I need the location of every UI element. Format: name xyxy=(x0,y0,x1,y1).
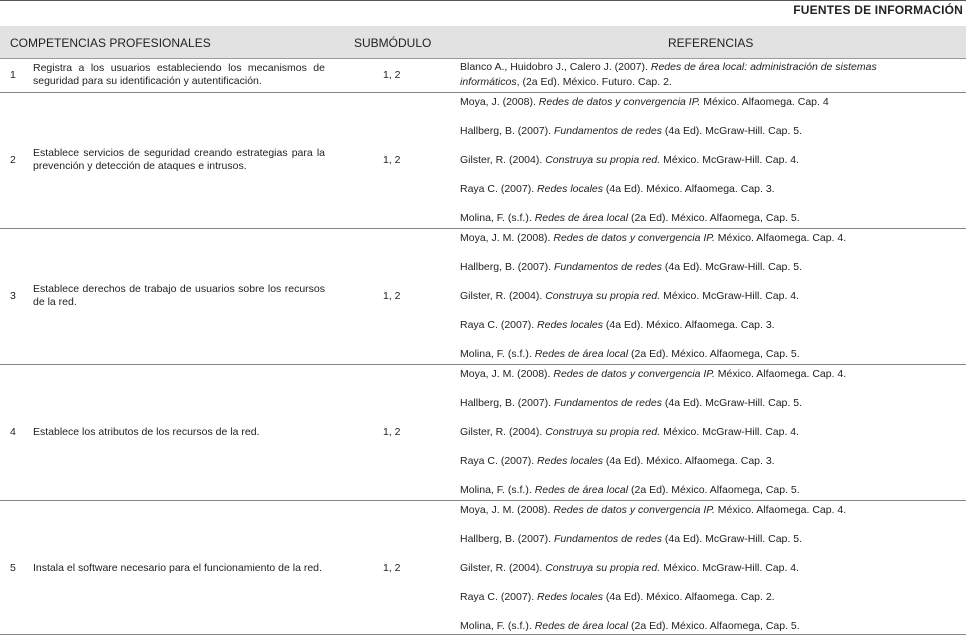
submodulo-value: 1, 2 xyxy=(383,290,401,302)
reference-item: Molina, F. (s.f.). Redes de área local (2a Ed). México. Alfaomega, Cap. 5. xyxy=(460,348,800,360)
reference-item: Raya C. (2007). Redes locales (4a Ed). México. Alfaomega. Cap. 2. xyxy=(460,591,775,603)
competencia-text: Establece servicios de seguridad creando estrategias para la prevención y detección de ataques e intrusos. xyxy=(33,147,325,172)
reference-item: Moya, J. M. (2008). Redes de datos y convergencia IP. México. Alfaomega. Cap. 4. xyxy=(460,504,847,516)
reference-title: Redes de datos y convergencia IP. xyxy=(553,232,715,244)
reference-item: Moya, J. M. (2008). Redes de datos y convergencia IP. México. Alfaomega. Cap. 4. xyxy=(460,368,847,380)
reference-item: Gilster, R. (2004). Construya su propia red. México. McGraw-Hill. Cap. 4. xyxy=(460,426,800,438)
reference-item: Gilster, R. (2004). Construya su propia red. México. McGraw-Hill. Cap. 4. xyxy=(460,290,800,302)
reference-title: Redes de área local xyxy=(534,620,629,632)
reference-title: Fundamentos de redes xyxy=(553,125,662,137)
reference-title: Construya su propia red. xyxy=(545,426,661,438)
reference-item: Moya, J. M. (2008). Redes de datos y convergencia IP. México. Alfaomega. Cap. 4. xyxy=(460,232,847,244)
submodulo-value: 1, 2 xyxy=(383,154,401,166)
reference-item: Hallberg, B. (2007). Fundamentos de redes (4a Ed). McGraw-Hill. Cap. 5. xyxy=(460,125,802,137)
reference-title: Redes locales xyxy=(537,455,603,467)
table-row xyxy=(0,59,966,93)
reference-item: Gilster, R. (2004). Construya su propia red. México. McGraw-Hill. Cap. 4. xyxy=(460,154,800,166)
reference-item: Gilster, R. (2004). Construya su propia red. México. McGraw-Hill. Cap. 4. xyxy=(460,562,800,574)
reference-title: Redes locales xyxy=(537,591,603,603)
table-header xyxy=(0,26,966,59)
header-competencias: COMPETENCIAS PROFESIONALES xyxy=(10,36,211,50)
competencia-text: Establece derechos de trabajo de usuarios sobre los recursos de la red. xyxy=(33,283,325,308)
table-row xyxy=(0,93,966,229)
reference-item: Hallberg, B. (2007). Fundamentos de redes (4a Ed). McGraw-Hill. Cap. 5. xyxy=(460,397,802,409)
table-row xyxy=(0,229,966,365)
reference-title: Redes de área local: administración de sistemas informáticos xyxy=(460,61,877,88)
reference-title: Redes de área local xyxy=(534,212,629,224)
competencia-text: Establece los atributos de los recursos de la red. xyxy=(33,426,260,438)
row-number: 1 xyxy=(10,69,16,81)
reference-item: Molina, F. (s.f.). Redes de área local (2a Ed). México. Alfaomega, Cap. 5. xyxy=(460,212,800,224)
reference-item: Hallberg, B. (2007). Fundamentos de redes (4a Ed). McGraw-Hill. Cap. 5. xyxy=(460,261,802,273)
header-referencias: REFERENCIAS xyxy=(668,36,754,50)
submodulo-value: 1, 2 xyxy=(383,426,401,438)
top-rule xyxy=(0,0,966,1)
reference-title: Redes de datos y convergencia IP. xyxy=(553,504,715,516)
reference-title: Redes de datos y convergencia IP. xyxy=(538,96,701,108)
submodulo-value: 1, 2 xyxy=(383,562,401,574)
row-number: 4 xyxy=(10,426,16,438)
reference-item: Raya C. (2007). Redes locales (4a Ed). México. Alfaomega. Cap. 3. xyxy=(460,455,775,467)
reference-item: Molina, F. (s.f.). Redes de área local (2a Ed). México. Alfaomega, Cap. 5. xyxy=(460,484,800,496)
header-submodulo: SUBMÓDULO xyxy=(354,36,432,50)
table-row xyxy=(0,501,966,635)
submodulo-value: 1, 2 xyxy=(383,69,401,81)
reference-title: Fundamentos de redes xyxy=(553,397,662,409)
reference-item: Molina, F. (s.f.). Redes de área local (2a Ed). México. Alfaomega, Cap. 5. xyxy=(460,620,800,632)
reference-item: Raya C. (2007). Redes locales (4a Ed). México. Alfaomega. Cap. 3. xyxy=(460,183,775,195)
row-number: 5 xyxy=(10,562,16,574)
reference-title: Construya su propia red. xyxy=(545,562,661,574)
table-row xyxy=(0,365,966,501)
reference-title: Redes de área local xyxy=(534,484,629,496)
reference-title: Fundamentos de redes xyxy=(553,533,662,545)
reference-title: Construya su propia red. xyxy=(545,290,661,302)
reference-title: Redes locales xyxy=(537,319,603,331)
reference-item: Raya C. (2007). Redes locales (4a Ed). México. Alfaomega. Cap. 3. xyxy=(460,319,775,331)
row-number: 2 xyxy=(10,154,16,166)
reference-title: Redes locales xyxy=(537,183,603,195)
reference-title: Construya su propia red. xyxy=(545,154,661,166)
reference-item: Moya, J. (2008). Redes de datos y convergencia IP. México. Alfaomega. Cap. 4 xyxy=(460,96,829,108)
competencia-text: Instala el software necesario para el funcionamiento de la red. xyxy=(33,562,322,574)
reference-item: Hallberg, B. (2007). Fundamentos de redes (4a Ed). McGraw-Hill. Cap. 5. xyxy=(460,533,802,545)
reference-title: Redes de área local xyxy=(534,348,629,360)
competencia-text: Registra a los usuarios estableciendo los mecanismos de seguridad para su identificación y autentificación. xyxy=(33,62,325,87)
page-title: FUENTES DE INFORMACIÓN xyxy=(793,3,963,17)
reference-title: Fundamentos de redes xyxy=(553,261,662,273)
reference-title: Redes de datos y convergencia IP. xyxy=(553,368,715,380)
row-number: 3 xyxy=(10,290,16,302)
reference-item: Blanco A., Huidobro J., Calero J. (2007). Redes de área local: administración de sistemas informáticos, (2a Ed). México. Futuro. Cap. 2. xyxy=(460,61,877,88)
